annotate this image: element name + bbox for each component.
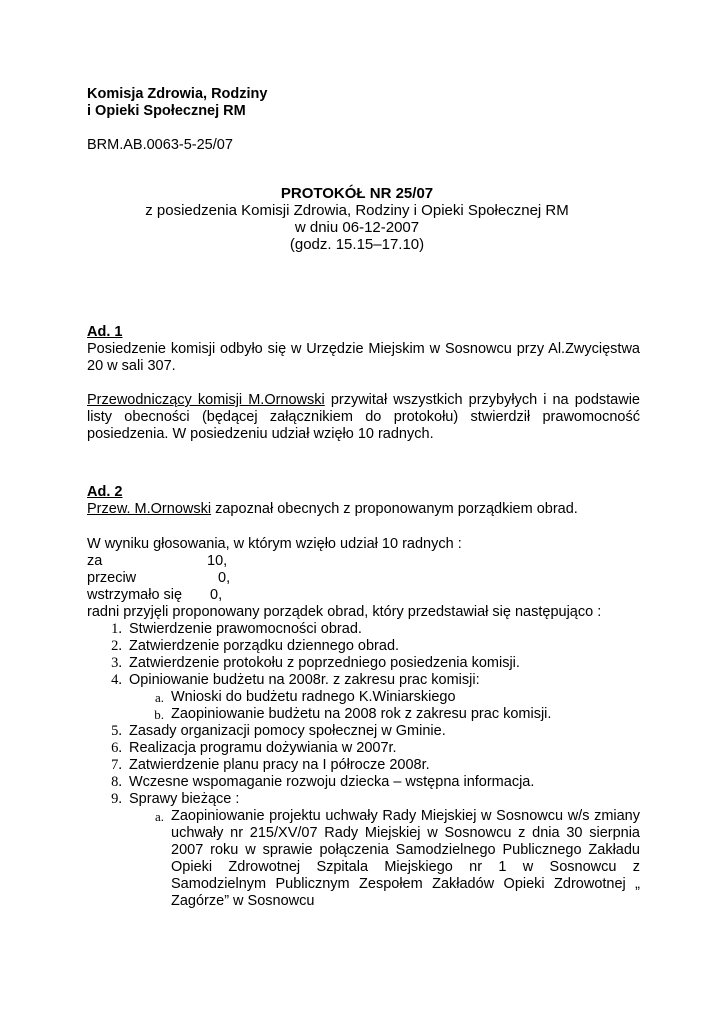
vote-value-abstain: 0,: [210, 587, 223, 603]
section-heading-ad2: Ad. 2: [87, 484, 123, 500]
agenda-subitem-letter: a.: [154, 809, 164, 824]
agenda-subitem: [87, 808, 640, 910]
agenda-item-number: 1.: [111, 621, 122, 637]
section-heading-ad1: Ad. 1: [87, 324, 123, 340]
vote-value-against: 0,: [218, 570, 231, 586]
agenda-item-number: 9.: [111, 791, 122, 807]
protocol-subtitle: z posiedzenia Komisji Zdrowia, Rodziny i Opieki Społecznej RM: [145, 202, 569, 219]
agenda-subitem-text: Zaopiniowanie projektu uchwały Rady Miejskiej w Sosnowcu w/s zmiany uchwały nr 215/XV/07 Rady Miejskiej w Sosnowcu z dnia 30 sierpnia 2007 roku w sprawie połączenia Samodzielnego Publicznego Zakładu Opieki Zdrowotnej Szpitala Miejskiego nr 1 w Sosnowcu z Samodzielnym Publicznym Zespołem Zakładów Opieki Zdrowotnej „ Zagórze” w Sosnowcu: [171, 808, 640, 909]
agenda-subitem: [87, 706, 640, 723]
agenda-item: [87, 638, 640, 655]
agenda-item: [87, 757, 640, 774]
ad1-paragraph-opening: [87, 392, 640, 443]
agenda-item: [87, 791, 640, 808]
agenda-item: [87, 740, 640, 757]
ad1-paragraph-opening-text: przywitał wszystkich przybyłych i na podstawie listy obecności (będącej załącznikiem do protokołu) stwierdził prawomocność posiedzenia. W posiedzeniu udział wzięło 10 radnych.: [87, 392, 640, 442]
vote-label-for: za: [87, 553, 103, 569]
agenda-item-number: 8.: [111, 774, 122, 790]
committee-name-line2: i Opieki Społecznej RM: [87, 103, 246, 119]
agenda-item: [87, 672, 640, 689]
agenda-item-text: Zasady organizacji pomocy społecznej w Gminie.: [129, 723, 446, 739]
agenda-item-number: 4.: [111, 672, 122, 688]
protocol-title-block: [87, 185, 627, 253]
vote-label-against: przeciw: [87, 570, 137, 586]
agenda-subitem: [87, 689, 640, 706]
agenda-item-text: Opiniowanie budżetu na 2008r. z zakresu prac komisji:: [129, 672, 480, 688]
agenda-item-number: 3.: [111, 655, 122, 671]
agenda-subitem-text: Zaopiniowanie budżetu na 2008 rok z zakresu prac komisji.: [171, 706, 552, 722]
vote-value-for: 10,: [207, 553, 228, 569]
chairman-name: Przewodniczący komisji M.Ornowski: [87, 392, 325, 408]
agenda-item-number: 2.: [111, 638, 122, 654]
vote-results: [87, 553, 640, 604]
agenda-list: [87, 621, 640, 910]
reference-number: BRM.AB.0063-5-25/07: [87, 137, 233, 153]
agenda-subitem-letter: b.: [154, 707, 164, 722]
agenda-item: [87, 655, 640, 672]
section-ad2: [87, 484, 640, 910]
protocol-date: w dniu 06-12-2007: [294, 219, 420, 236]
agenda-item: [87, 723, 640, 740]
protocol-time: (godz. 15.15–17.10): [289, 236, 425, 253]
agenda-item-text: Zatwierdzenie protokołu z poprzedniego posiedzenia komisji.: [129, 655, 520, 671]
agenda-item-text: Zatwierdzenie planu pracy na I półrocze 2008r.: [129, 757, 430, 773]
agenda-item-text: Realizacja programu dożywiania w 2007r.: [129, 740, 397, 756]
agenda-subitem-text: Wnioski do budżetu radnego K.Winiarskiego: [171, 689, 456, 705]
vote-row-against: [87, 570, 640, 587]
agenda-item-text: Sprawy bieżące :: [129, 791, 240, 807]
document-page: [87, 86, 640, 910]
agenda-subitem-letter: a.: [154, 690, 164, 705]
chairman-short-name: Przew. M.Ornowski: [87, 501, 212, 517]
ad2-intro-line: [87, 501, 640, 518]
agenda-intro: radni przyjęli proponowany porządek obrad, który przedstawiał się następująco :: [87, 604, 602, 620]
ad1-paragraph-location: Posiedzenie komisji odbyło się w Urzędzie Miejskim w Sosnowcu przy Al.Zwycięstwa 20 w sali 307.: [87, 341, 640, 374]
section-ad1: [87, 324, 640, 443]
agenda-item-number: 5.: [111, 723, 122, 739]
vote-row-for: [87, 553, 640, 570]
committee-header: [87, 86, 640, 120]
agenda-item: [87, 621, 640, 638]
vote-label-abstain: wstrzymało się: [87, 587, 183, 603]
ad2-intro-text: zapoznał obecnych z proponowanym porządkiem obrad.: [211, 501, 578, 517]
agenda-item: [87, 774, 640, 791]
protocol-title: PROTOKÓŁ NR 25/07: [280, 185, 434, 202]
committee-name-line1: Komisja Zdrowia, Rodziny: [87, 86, 268, 102]
vote-row-abstain: [87, 587, 640, 604]
agenda-item-text: Zatwierdzenie porządku dziennego obrad.: [129, 638, 400, 654]
agenda-item-number: 6.: [111, 740, 122, 756]
agenda-item-text: Wczesne wspomaganie rozwoju dziecka – wstępna informacja.: [129, 774, 535, 790]
agenda-item-number: 7.: [111, 757, 122, 773]
agenda-item-text: Stwierdzenie prawomocności obrad.: [129, 621, 362, 637]
vote-intro: W wyniku głosowania, w którym wzięło udział 10 radnych :: [87, 536, 462, 552]
